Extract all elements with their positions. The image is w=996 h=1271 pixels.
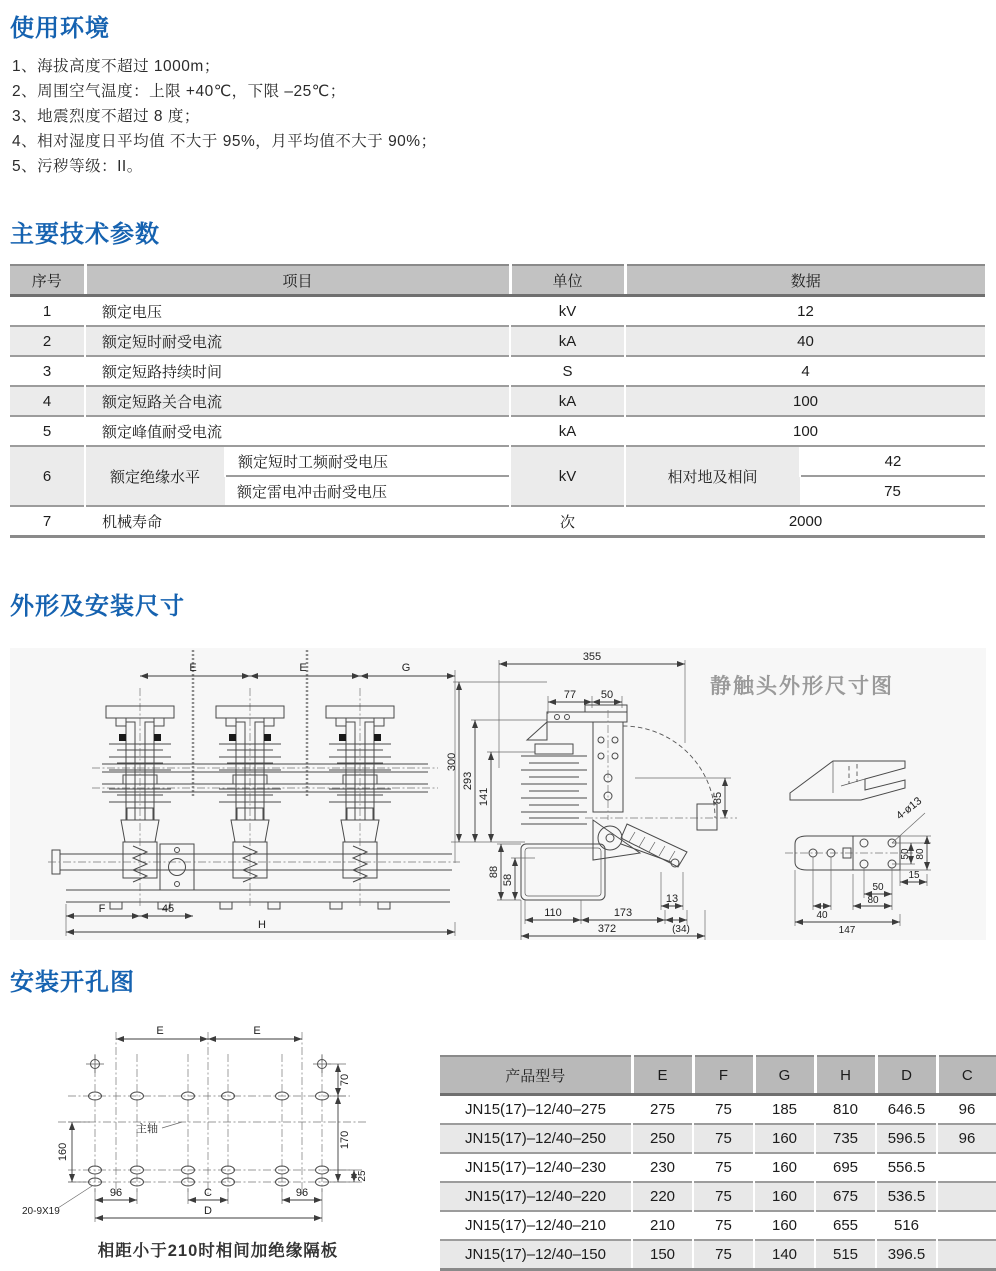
table-row <box>10 506 985 537</box>
cell-item: 额定短路持续时间 <box>85 356 510 386</box>
right-dimensions <box>328 1064 368 1182</box>
cell-C: 96 <box>937 1124 996 1153</box>
cell-unit: kA <box>510 326 625 356</box>
dimension-label: 173 <box>613 907 633 919</box>
col-header-model: 产品型号 <box>440 1056 632 1095</box>
dimension-label: 141 <box>478 787 490 807</box>
cell-E: 275 <box>632 1095 693 1125</box>
dimension-label: 50 <box>600 689 614 701</box>
cell-G: 185 <box>754 1095 815 1125</box>
cell-H: 515 <box>815 1240 876 1270</box>
dimension-label: 85 <box>712 791 724 805</box>
cell-sub-item: 额定短时工频耐受电压 <box>225 446 510 476</box>
cell-item: 额定短路关合电流 <box>85 386 510 416</box>
dimension-label: E <box>156 1025 164 1037</box>
dimension-label: 147 <box>838 925 856 936</box>
cell-H: 735 <box>815 1124 876 1153</box>
cell-value: 42 <box>800 446 985 476</box>
col-header-item: 项目 <box>85 265 510 296</box>
cell-model: JN15(17)–12/40–220 <box>440 1182 632 1211</box>
top-dimensions <box>140 662 455 863</box>
cell-model: JN15(17)–12/40–150 <box>440 1240 632 1270</box>
table-header-row <box>440 1056 996 1095</box>
list-item: 1、海拔高度不超过 1000m； <box>12 58 220 75</box>
outline-dimensions-title: 外形及安装尺寸 <box>10 593 185 620</box>
table-row <box>10 326 985 356</box>
col-header-C: C <box>937 1056 996 1095</box>
dimension-label: 25 <box>357 1170 368 1182</box>
cell-no: 2 <box>10 326 85 356</box>
cell-no: 6 <box>10 446 85 506</box>
cell-F: 75 <box>693 1182 754 1211</box>
cell-item: 机械寿命 <box>85 506 510 537</box>
dimension-label: 110 <box>544 907 562 919</box>
top-dimensions-E <box>116 1025 302 1039</box>
dimension-label: 96 <box>109 1187 123 1199</box>
main-shaft-label: 主轴 <box>136 1123 158 1135</box>
col-header-D: D <box>876 1056 937 1095</box>
cell-C <box>937 1182 996 1211</box>
dimension-label: 58 <box>502 873 514 887</box>
lower-left-dimensions <box>488 844 535 900</box>
bottom-dimensions <box>66 903 455 936</box>
dimension-label: (34) <box>672 924 690 935</box>
side-view-drawing <box>435 648 750 940</box>
cell-H: 810 <box>815 1095 876 1125</box>
dimension-label: 40 <box>816 910 828 921</box>
cell-value: 40 <box>625 326 985 356</box>
outline-drawings-panel <box>10 648 986 940</box>
dimension-label: 4-ø13 <box>894 795 925 823</box>
cell-H: 655 <box>815 1211 876 1240</box>
models-table <box>440 1055 996 1271</box>
static-contact-column <box>593 710 623 820</box>
bottom-dimensions <box>95 1187 322 1222</box>
list-item: 2、周围空气温度：上限 +40℃，下限 –25℃； <box>12 83 346 100</box>
cell-E: 230 <box>632 1153 693 1182</box>
dimension-label: 50 <box>872 882 884 893</box>
table-row <box>440 1240 996 1270</box>
corner-holes <box>86 1055 331 1073</box>
dimension-label: 13 <box>665 893 679 905</box>
cell-D: 646.5 <box>876 1095 937 1125</box>
bottom-dimensions <box>795 857 927 936</box>
mounting-hole-drawing <box>10 1010 440 1262</box>
cell-C <box>937 1153 996 1182</box>
table-header-row <box>10 265 985 296</box>
dimension-label: 70 <box>339 1073 351 1087</box>
table-row <box>10 356 985 386</box>
cell-item: 额定峰值耐受电流 <box>85 416 510 446</box>
cell-E: 250 <box>632 1124 693 1153</box>
cell-model: JN15(17)–12/40–275 <box>440 1095 632 1125</box>
cell-scope: 相对地及相间 <box>625 446 800 506</box>
mounting-caption: 相距小于210时相间加绝缘隔板 <box>97 1242 339 1260</box>
cell-E: 220 <box>632 1182 693 1211</box>
col-header-E: E <box>632 1056 693 1095</box>
top-dimension-355 <box>499 651 685 768</box>
cell-C <box>937 1240 996 1270</box>
dimension-label: 80 <box>915 848 926 860</box>
cell-unit: S <box>510 356 625 386</box>
cell-G: 160 <box>754 1211 815 1240</box>
cell-value: 100 <box>625 386 985 416</box>
table-row <box>440 1095 996 1125</box>
cell-G: 160 <box>754 1153 815 1182</box>
table-row <box>10 416 985 446</box>
table-row <box>440 1124 996 1153</box>
dimension-label: 355 <box>582 651 602 663</box>
cell-G: 160 <box>754 1124 815 1153</box>
list-item: 3、地震烈度不超过 8 度； <box>12 108 200 125</box>
cell-D: 516 <box>876 1211 937 1240</box>
cell-no: 5 <box>10 416 85 446</box>
mounting-holes <box>89 1092 329 1186</box>
dimension-label: E <box>299 662 307 674</box>
base-box <box>521 844 605 900</box>
cell-unit: kV <box>510 446 625 506</box>
dimension-label: 80 <box>867 895 879 906</box>
cell-item: 额定电压 <box>85 296 510 327</box>
table-row <box>440 1153 996 1182</box>
cell-G: 140 <box>754 1240 815 1270</box>
dimension-label: F <box>98 903 106 915</box>
cell-F: 75 <box>693 1124 754 1153</box>
static-contact-label: 静触头外形尺寸图 <box>710 675 894 698</box>
cell-E: 150 <box>632 1240 693 1270</box>
mechanism-plate <box>160 844 194 890</box>
col-header-G: G <box>754 1056 815 1095</box>
col-header-data: 数据 <box>625 265 985 296</box>
dimension-label: E <box>189 662 197 674</box>
dimension-label: D <box>204 1205 212 1217</box>
dimension-label: 160 <box>57 1142 69 1162</box>
iso-bracket <box>790 761 905 800</box>
col-header-unit: 单位 <box>510 265 625 296</box>
static-contact-drawing <box>745 678 995 938</box>
dimension-label: C <box>204 1187 212 1199</box>
cell-value: 75 <box>800 476 985 506</box>
table-row-insulation <box>10 446 985 476</box>
dimension-label: 50 <box>900 848 911 860</box>
dimension-label: 96 <box>295 1187 309 1199</box>
cell-value: 100 <box>625 416 985 446</box>
hole-spec-label: 20-9X19 <box>22 1206 60 1217</box>
center-lines <box>58 1032 368 1196</box>
table-row <box>440 1182 996 1211</box>
dimension-label: E <box>253 1025 261 1037</box>
mounting-diagram-title: 安装开孔图 <box>10 969 135 996</box>
cell-unit: 次 <box>510 506 625 537</box>
col-header-F: F <box>693 1056 754 1095</box>
cell-model: JN15(17)–12/40–210 <box>440 1211 632 1240</box>
dimension-label: 372 <box>597 923 617 935</box>
cell-H: 675 <box>815 1182 876 1211</box>
cell-model: JN15(17)–12/40–250 <box>440 1124 632 1153</box>
dimension-label: 88 <box>488 865 500 879</box>
dimension-label: 300 <box>446 752 458 772</box>
cell-model: JN15(17)–12/40–230 <box>440 1153 632 1182</box>
dimension-label: 170 <box>339 1130 351 1150</box>
col-header-H: H <box>815 1056 876 1095</box>
cell-D: 596.5 <box>876 1124 937 1153</box>
dimension-label: 77 <box>563 689 577 701</box>
cell-D: 396.5 <box>876 1240 937 1270</box>
dimension-label: 15 <box>908 870 920 881</box>
cell-F: 75 <box>693 1240 754 1270</box>
cell-C: 96 <box>937 1095 996 1125</box>
list-item: 5、污秽等级：II。 <box>12 158 143 175</box>
cell-no: 4 <box>10 386 85 416</box>
cell-no: 3 <box>10 356 85 386</box>
cell-item: 额定绝缘水平 <box>85 446 225 506</box>
bus-bars <box>92 764 438 792</box>
col-header-no: 序号 <box>10 265 85 296</box>
cell-item: 额定短时耐受电流 <box>85 326 510 356</box>
cell-unit: kA <box>510 386 625 416</box>
table-row <box>440 1211 996 1240</box>
cell-F: 75 <box>693 1153 754 1182</box>
insulator <box>521 744 587 824</box>
cell-F: 75 <box>693 1211 754 1240</box>
cell-H: 695 <box>815 1153 876 1182</box>
main-parameters-title: 主要技术参数 <box>10 221 160 248</box>
dimension-label: 293 <box>462 771 474 791</box>
cell-D: 556.5 <box>876 1153 937 1182</box>
cell-unit: kA <box>510 416 625 446</box>
dimension-label: H <box>258 919 266 931</box>
table-row <box>10 386 985 416</box>
list-item: 4、相对湿度日平均值 不大于 95%，月平均值不大于 90%； <box>12 133 437 150</box>
cell-D: 536.5 <box>876 1182 937 1211</box>
cell-sub-item: 额定雷电冲击耐受电压 <box>225 476 510 506</box>
cell-value: 4 <box>625 356 985 386</box>
cell-F: 75 <box>693 1095 754 1125</box>
dimension-label: G <box>401 662 411 674</box>
usage-environment-list <box>12 54 437 179</box>
dimension-label: 45 <box>161 903 175 915</box>
cell-G: 160 <box>754 1182 815 1211</box>
cell-E: 210 <box>632 1211 693 1240</box>
cell-value: 2000 <box>625 506 985 537</box>
bottom-dimensions <box>521 872 705 940</box>
hole-spec-callout <box>22 1186 92 1217</box>
left-dimension-160 <box>57 1122 90 1182</box>
base-rail <box>66 890 450 902</box>
cell-no: 7 <box>10 506 85 537</box>
parameters-table <box>10 264 985 538</box>
cell-no: 1 <box>10 296 85 327</box>
usage-environment-title: 使用环境 <box>10 15 110 42</box>
cell-value: 12 <box>625 296 985 327</box>
mechanism-linkage <box>593 804 717 867</box>
table-row <box>10 296 985 327</box>
cell-C <box>937 1211 996 1240</box>
front-view-drawing <box>30 648 462 940</box>
main-shaft-callout <box>136 1121 182 1135</box>
cell-unit: kV <box>510 296 625 327</box>
